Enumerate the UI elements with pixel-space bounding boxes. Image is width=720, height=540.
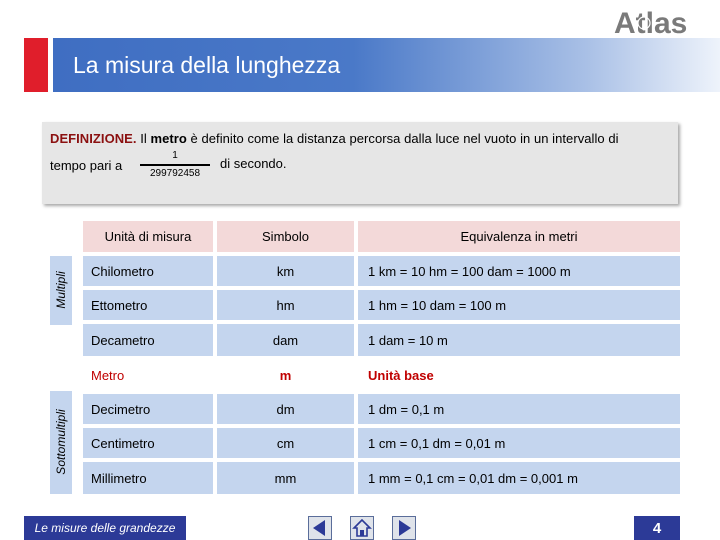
submultiples-label-box [50,391,72,494]
title-bar [53,38,720,92]
row-unit: Ettometro [83,290,213,320]
row-unit-base: Metro [83,360,213,390]
definition-box [42,122,678,204]
row-equivalence: 1 dam = 10 m [358,324,680,356]
row-equivalence: 1 mm = 0,1 cm = 0,01 dm = 0,001 m [358,462,680,494]
page-title: La misura della lunghezza [73,52,341,78]
atlas-logo [612,4,704,38]
definition-text-a: Il [136,131,151,146]
multiples-label: Multipli [54,271,68,309]
next-slide-button[interactable] [392,516,416,540]
row-unit: Millimetro [83,462,213,494]
header-equivalence: Equivalenza in metri [358,221,680,252]
row-equivalence-base: Unità base [358,360,680,390]
row-symbol: km [217,256,354,286]
row-equivalence: 1 cm = 0,1 dm = 0,01 m [358,428,680,458]
header-symbol: Simbolo [217,221,354,252]
row-unit: Centimetro [83,428,213,458]
row-symbol: dm [217,394,354,424]
footer-section-label: Le misure delle grandezze [24,516,186,540]
row-symbol-base: m [217,360,354,390]
definition-text-c: tempo pari a [50,158,123,173]
fraction [140,149,210,180]
units-table [83,221,680,494]
row-unit: Chilometro [83,256,213,286]
row-symbol: mm [217,462,354,494]
submultiples-label: Sottomultipli [54,409,68,475]
logo-text: Atlas [614,7,688,38]
fraction-bar [140,164,210,166]
definition-keyword: metro [150,131,187,146]
definition-line [50,131,619,146]
triangle-left-icon [309,517,331,539]
home-button[interactable] [350,516,374,540]
row-unit: Decimetro [83,394,213,424]
title-accent [24,38,48,92]
row-equivalence: 1 hm = 10 dam = 100 m [358,290,680,320]
row-equivalence: 1 dm = 0,1 m [358,394,680,424]
triangle-right-icon [393,517,415,539]
row-unit: Decametro [83,324,213,356]
page-number: 4 [634,516,680,540]
multiples-label-box [50,256,72,325]
row-equivalence: 1 km = 10 hm = 100 dam = 1000 m [358,256,680,286]
row-symbol: hm [217,290,354,320]
definition-text-b: è definito come la distanza percorsa dalla luce nel vuoto in un intervallo di [186,131,619,146]
home-icon [351,517,373,539]
previous-slide-button[interactable] [308,516,332,540]
fraction-numerator: 1 [172,150,178,161]
header-unit: Unità di misura [83,221,213,252]
definition-text-d: di secondo. [220,156,287,171]
definition-label: DEFINIZIONE. [50,131,137,146]
row-symbol: dam [217,324,354,356]
fraction-denominator: 299792458 [149,168,201,179]
row-symbol: cm [217,428,354,458]
